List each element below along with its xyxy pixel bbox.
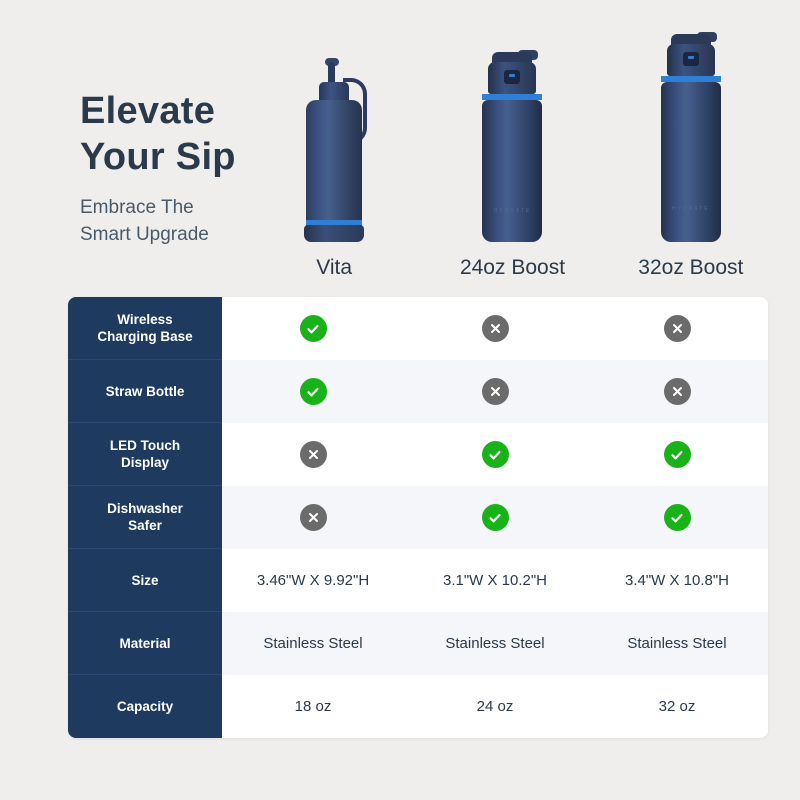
product-image-wrap <box>657 32 725 242</box>
product-image-wrap <box>478 32 546 242</box>
cross-icon-cell <box>586 297 768 360</box>
table-cell-text: 18 oz <box>294 698 332 715</box>
cross-icon <box>482 315 509 342</box>
table-cell-text: Stainless Steel <box>263 635 363 652</box>
check-icon-cell <box>222 360 404 423</box>
cross-icon-cell <box>586 360 768 423</box>
page-subtitle-line2: Smart Upgrade <box>80 224 209 245</box>
check-icon <box>300 378 327 405</box>
check-icon <box>664 504 691 531</box>
row-label-line: Material <box>119 635 171 651</box>
bottle-base <box>304 225 364 242</box>
check-icon-cell <box>404 486 586 549</box>
led-display-icon <box>683 52 699 66</box>
table-row <box>68 612 768 675</box>
row-label-line: Charging Base <box>97 329 193 344</box>
table-row <box>68 675 768 738</box>
cross-icon-cell <box>404 360 586 423</box>
row-label <box>68 675 222 738</box>
check-icon <box>482 504 509 531</box>
cross-icon <box>482 378 509 405</box>
row-label-line: Size <box>131 572 159 588</box>
vita-bottle-image <box>303 52 365 242</box>
row-cells <box>222 675 768 738</box>
row-label <box>68 612 222 675</box>
table-cell-text: 24 oz <box>476 698 514 715</box>
cross-icon <box>664 378 691 405</box>
boost-24oz-bottle-image <box>478 60 546 242</box>
comparison-table <box>68 297 768 738</box>
product-image-wrap <box>303 32 365 242</box>
check-icon <box>482 441 509 468</box>
row-label-line: Straw Bottle <box>105 383 185 399</box>
cross-icon-cell <box>222 423 404 486</box>
row-cells <box>222 297 768 360</box>
row-label <box>68 486 222 549</box>
row-cells <box>222 360 768 423</box>
cross-icon <box>300 441 327 468</box>
table-cell-text: Stainless Steel <box>627 635 727 652</box>
table-row <box>68 423 768 486</box>
product-column-32oz <box>602 20 780 280</box>
row-cells <box>222 486 768 549</box>
row-label-line: LED Touch <box>109 438 181 453</box>
table-row <box>68 297 768 360</box>
bottle-body <box>661 82 721 242</box>
product-name-32oz-boost: 32oz Boost <box>638 256 744 279</box>
row-cells <box>222 612 768 675</box>
cross-icon-cell <box>222 486 404 549</box>
row-label <box>68 549 222 612</box>
table-cell-text: 3.1"W X 10.2"H <box>442 572 548 589</box>
cross-icon <box>300 504 327 531</box>
product-name-24oz-boost: 24oz Boost <box>459 256 566 279</box>
bottle-brand-text: HYDRATE <box>493 208 532 214</box>
cross-icon <box>664 315 691 342</box>
table-cell-text: 32 oz <box>658 698 696 715</box>
row-cells <box>222 549 768 612</box>
row-label-line: Dishwasher <box>107 501 183 516</box>
product-name-vita: Vita <box>316 256 353 279</box>
cross-icon-cell <box>404 297 586 360</box>
table-cell-text: 3.4"W X 10.8"H <box>624 572 730 589</box>
product-column-24oz <box>423 20 601 280</box>
boost-32oz-bottle-image <box>657 42 725 242</box>
table-row <box>68 360 768 423</box>
led-display-icon <box>504 70 520 84</box>
check-icon-cell <box>222 297 404 360</box>
row-label <box>68 423 222 486</box>
table-cell-text: Stainless Steel <box>445 635 545 652</box>
page-subtitle-line1: Embrace The <box>80 197 194 218</box>
check-icon <box>300 315 327 342</box>
bottle-brand-text: HYDRATE <box>672 206 710 212</box>
product-column-vita <box>245 20 423 280</box>
page-title-line2: Your Sip <box>80 136 236 178</box>
bottle-body <box>482 100 542 242</box>
row-cells <box>222 423 768 486</box>
row-label-line: Wireless <box>117 312 173 327</box>
check-icon-cell <box>586 486 768 549</box>
row-label-line: Capacity <box>116 699 174 714</box>
product-header-row <box>245 20 780 280</box>
check-icon <box>664 441 691 468</box>
table-row <box>68 486 768 549</box>
table-cell-text: 3.46"W X 9.92"H <box>256 572 370 589</box>
row-label-line: Display <box>120 455 170 470</box>
check-icon-cell <box>586 423 768 486</box>
row-label-line: Safer <box>128 518 162 533</box>
page-title-line1: Elevate <box>80 90 216 132</box>
row-label <box>68 297 222 360</box>
table-row <box>68 549 768 612</box>
row-label <box>68 360 222 423</box>
check-icon-cell <box>404 423 586 486</box>
